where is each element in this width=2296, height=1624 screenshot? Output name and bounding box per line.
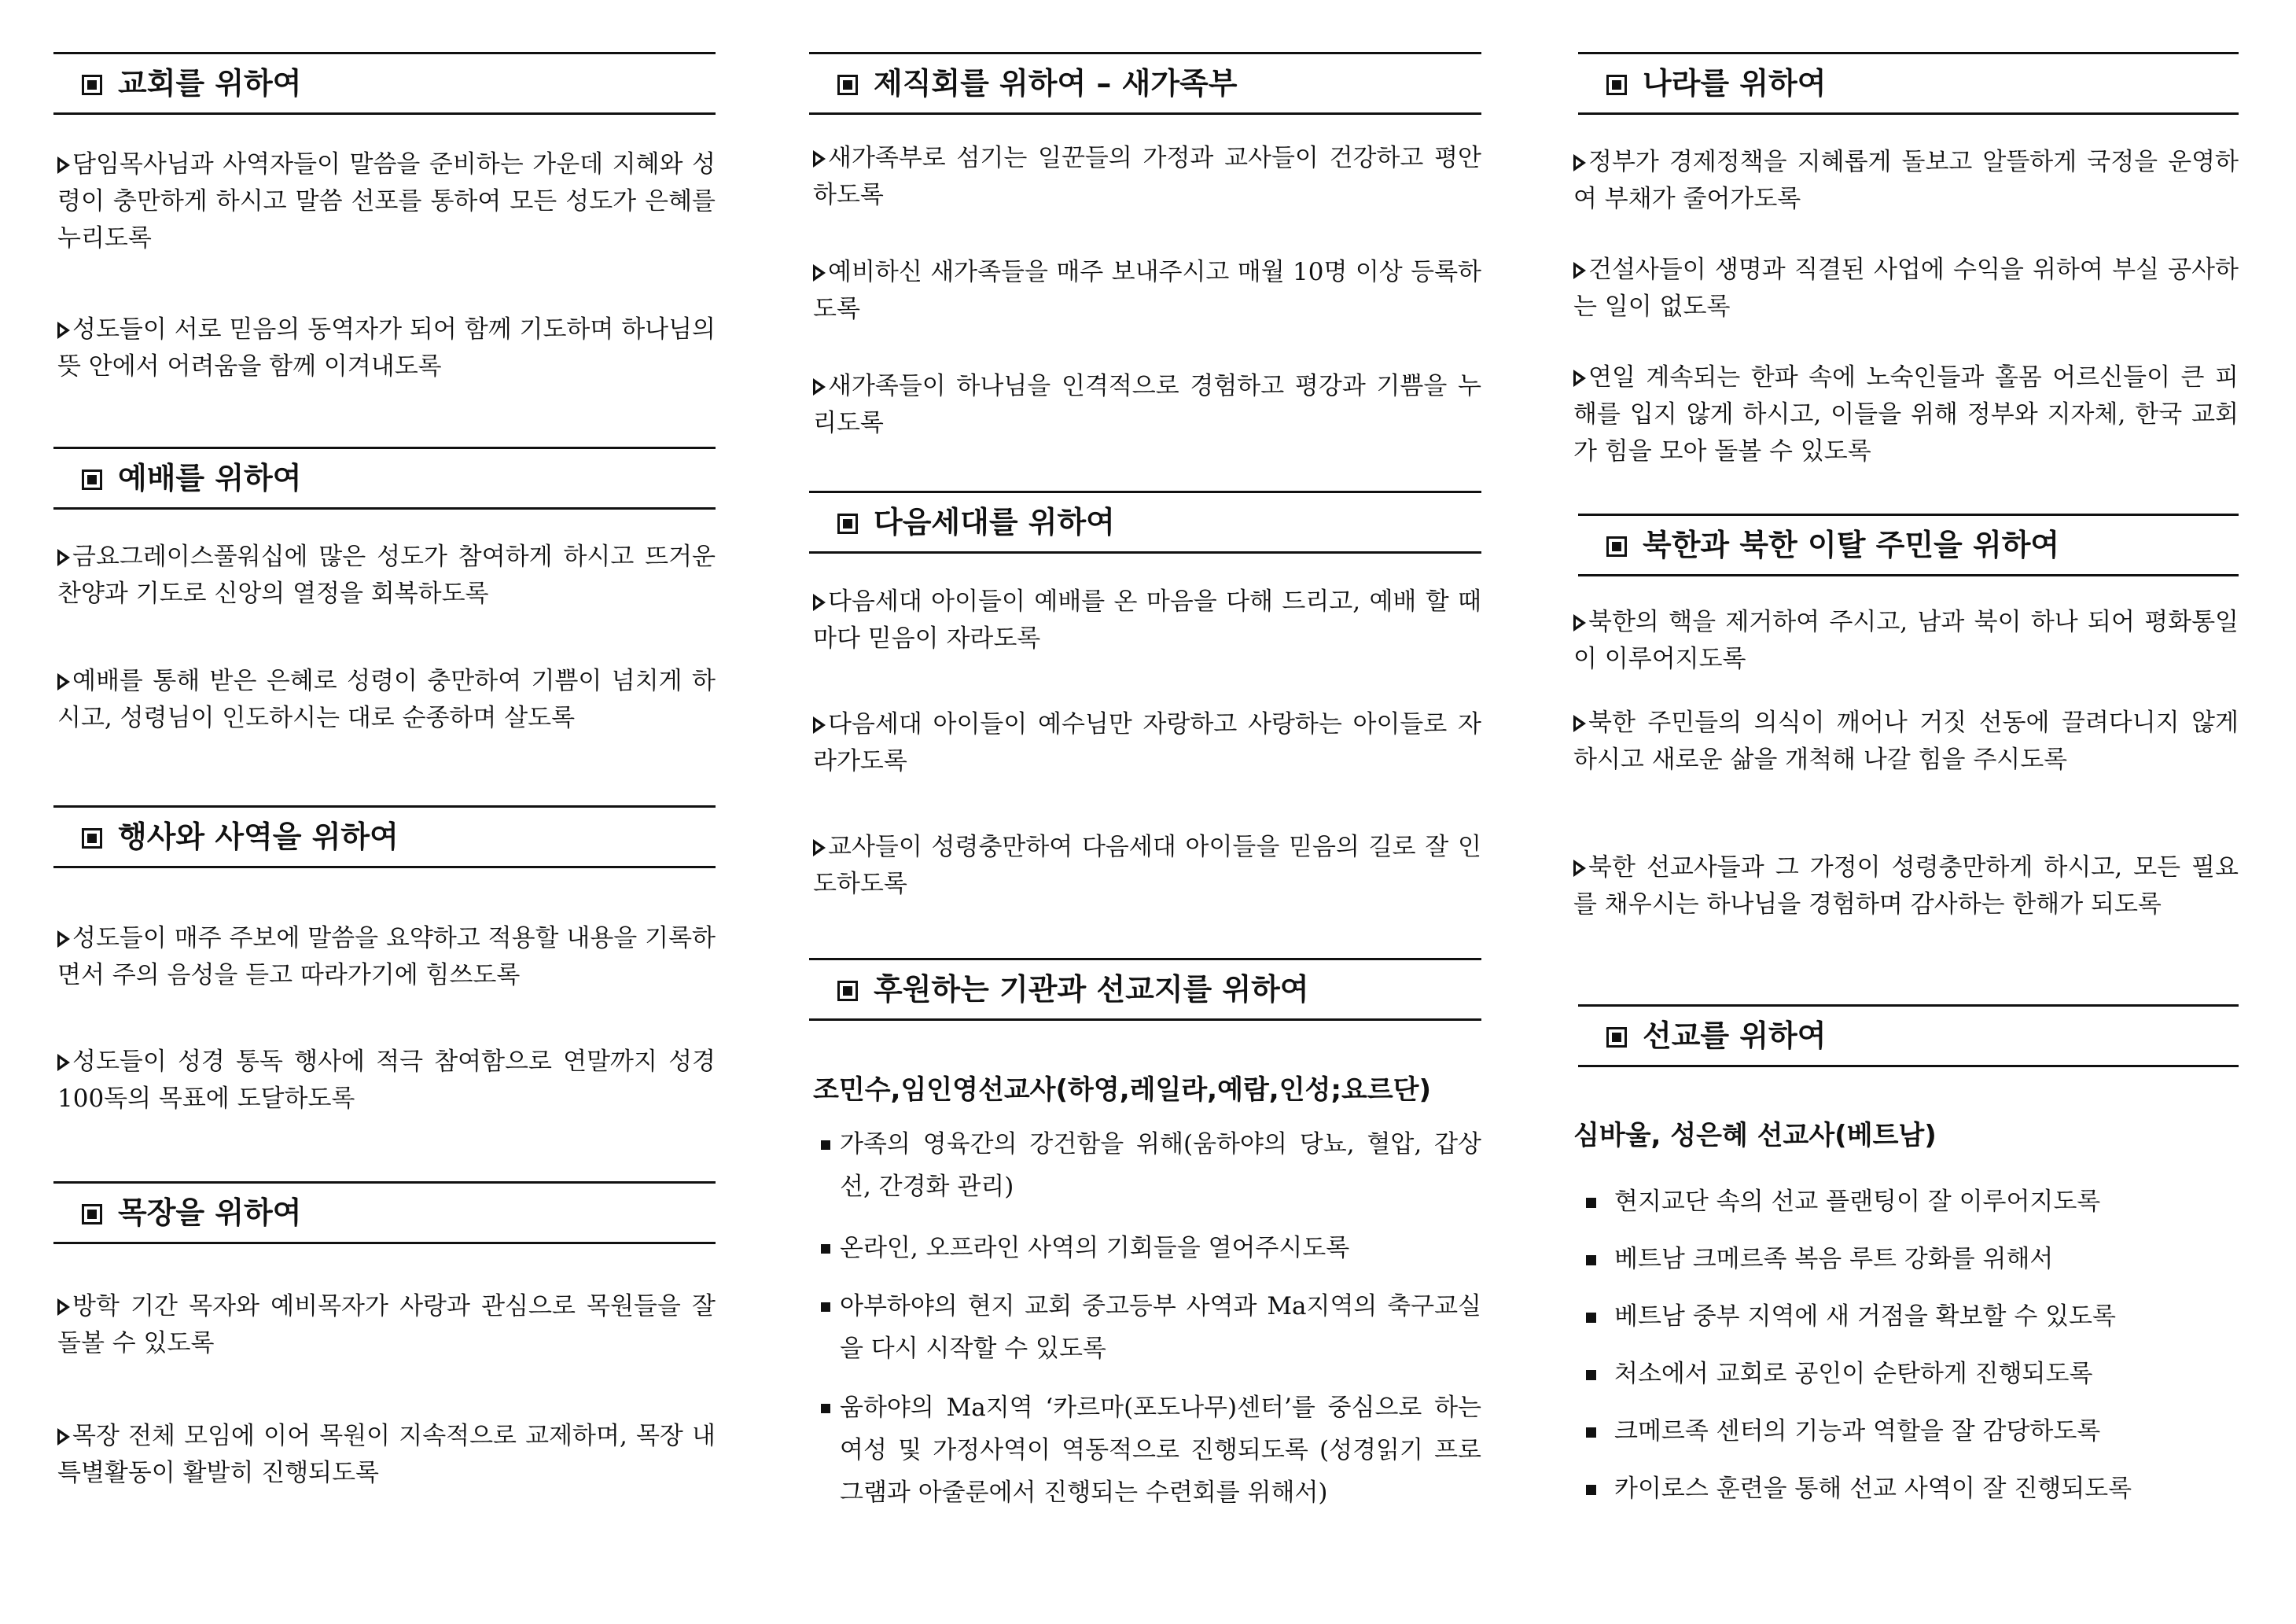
square-bullet-icon bbox=[821, 1302, 830, 1312]
square-bullet-icon bbox=[821, 1244, 830, 1254]
mission-item: 베트남 중부 지역에 새 거점을 확보할 수 있도록 bbox=[1573, 1298, 2239, 1335]
triangle-bullet-icon bbox=[813, 839, 826, 856]
right-column bbox=[1569, 0, 2239, 1624]
boxed-square-icon bbox=[82, 1204, 102, 1224]
boxed-square-icon bbox=[82, 75, 102, 95]
section-title: 북한과 북한 이탈 주민을 위하여 bbox=[1643, 528, 2060, 562]
prayer-item: 금요그레이스풀워십에 많은 성도가 참여하게 하시고 뜨거운 찬양과 기도로 신앙의 열정을 회복하도록 bbox=[57, 543, 716, 608]
section-header-worship bbox=[53, 447, 716, 510]
section-title: 선교를 위하여 bbox=[1643, 1018, 1827, 1053]
triangle-bullet-icon bbox=[1573, 370, 1586, 387]
section-header-next-generation bbox=[809, 491, 1481, 554]
boxed-square-icon bbox=[837, 75, 858, 95]
section-title: 다음세대를 위하여 bbox=[874, 505, 1115, 539]
section-title: 나라를 위하여 bbox=[1643, 66, 1827, 101]
triangle-bullet-icon bbox=[57, 549, 70, 566]
prayer-item: 북한 선교사들과 그 가정이 성령충만하게 하시고, 모든 필요를 채우시는 하나님을 경험하며 감사하는 한해가 되도록 bbox=[1573, 853, 2239, 919]
mission-item: 현지교단 속의 선교 플랜팅이 잘 이루어지도록 bbox=[1573, 1184, 2239, 1220]
prayer-item: 새가족들이 하나님을 인격적으로 경험하고 평강과 기쁨을 누리도록 bbox=[813, 372, 1481, 437]
left-column bbox=[53, 0, 716, 1624]
prayer-item: 성도들이 서로 믿음의 동역자가 되어 함께 기도하며 하나님의 뜻 안에서 어려움을 함께 이겨내도록 bbox=[57, 315, 716, 381]
square-bullet-icon bbox=[1586, 1370, 1596, 1380]
triangle-bullet-icon bbox=[813, 594, 826, 611]
triangle-bullet-icon bbox=[57, 930, 70, 948]
square-bullet-icon bbox=[821, 1140, 830, 1150]
prayer-item: 정부가 경제정책을 지혜롭게 돌보고 알뜰하게 국정을 운영하여 부채가 줄어가도록 bbox=[1573, 148, 2239, 213]
triangle-bullet-icon bbox=[57, 322, 70, 339]
square-bullet-icon bbox=[1586, 1427, 1596, 1438]
triangle-bullet-icon bbox=[1573, 614, 1586, 632]
section-header-deacons-newcomers bbox=[809, 52, 1481, 115]
section-header-nation bbox=[1578, 52, 2239, 115]
mission-item: 크메르족 센터의 기능과 역할을 잘 감당하도록 bbox=[1573, 1413, 2239, 1449]
boxed-square-icon bbox=[837, 981, 858, 1001]
triangle-bullet-icon bbox=[813, 716, 826, 734]
prayer-item: 성도들이 매주 주보에 말씀을 요약하고 적용할 내용을 기록하면서 주의 음성을 듣고 따라가기에 힘쓰도록 bbox=[57, 924, 716, 989]
prayer-item: 다음세대 아이들이 예배를 온 마음을 다해 드리고, 예배 할 때마다 믿음이 자라도록 bbox=[813, 587, 1481, 653]
prayer-item: 교사들이 성령충만하여 다음세대 아이들을 믿음의 길로 잘 인도하도록 bbox=[813, 833, 1481, 898]
mission-item: 카이로스 훈련을 통해 선교 사역이 잘 진행되도록 bbox=[1573, 1471, 2239, 1507]
prayer-item: 연일 계속되는 한파 속에 노숙인들과 홀몸 어르신들이 큰 피해를 입지 않게 하시고, 이들을 위해 정부와 지자체, 한국 교회가 힘을 모아 돌볼 수 있도록 bbox=[1573, 363, 2239, 466]
mission-item: 아부하야의 현지 교회 중고등부 사역과 Ma지역의 축구교실을 다시 시작할 수 있도록 bbox=[813, 1285, 1481, 1370]
square-bullet-icon bbox=[1586, 1198, 1596, 1208]
section-header-supported-missions bbox=[809, 958, 1481, 1021]
middle-column bbox=[809, 0, 1481, 1624]
prayer-item: 건설사들이 생명과 직결된 사업에 수익을 위하여 부실 공사하는 일이 없도록 bbox=[1573, 256, 2239, 321]
square-bullet-icon bbox=[1586, 1485, 1596, 1495]
triangle-bullet-icon bbox=[813, 378, 826, 396]
boxed-square-icon bbox=[1606, 75, 1627, 95]
prayer-item: 담임목사님과 사역자들이 말씀을 준비하는 가운데 지혜와 성령이 충만하게 하시고 말씀 선포를 통하여 모든 성도가 은혜를 누리도록 bbox=[57, 150, 716, 252]
triangle-bullet-icon bbox=[1573, 262, 1586, 279]
square-bullet-icon bbox=[1586, 1313, 1596, 1323]
section-header-events bbox=[53, 805, 716, 868]
triangle-bullet-icon bbox=[57, 673, 70, 690]
section-title: 목장을 위하여 bbox=[118, 1195, 302, 1230]
boxed-square-icon bbox=[837, 514, 858, 534]
triangle-bullet-icon bbox=[57, 1428, 70, 1445]
boxed-square-icon bbox=[82, 828, 102, 849]
square-bullet-icon bbox=[1586, 1255, 1596, 1265]
missionary-subheading: 조민수,임인영선교사(하영,레일라,예람,인성;요르단) bbox=[813, 1074, 1432, 1106]
section-header-cell-group bbox=[53, 1181, 716, 1244]
section-title: 제직회를 위하여 – 새가족부 bbox=[874, 66, 1238, 101]
boxed-square-icon bbox=[1606, 536, 1627, 557]
section-header-missions bbox=[1578, 1004, 2239, 1067]
section-header-church bbox=[53, 52, 716, 115]
boxed-square-icon bbox=[82, 470, 102, 490]
prayer-item: 북한의 핵을 제거하여 주시고, 남과 북이 하나 되어 평화통일이 이루어지도록 bbox=[1573, 608, 2239, 673]
section-header-north-korea bbox=[1578, 514, 2239, 576]
section-title: 예배를 위하여 bbox=[118, 461, 302, 495]
section-title: 교회를 위하여 bbox=[118, 66, 302, 101]
prayer-item: 새가족부로 섬기는 일꾼들의 가정과 교사들이 건강하고 평안하도록 bbox=[813, 144, 1481, 209]
prayer-item: 방학 기간 목자와 예비목자가 사랑과 관심으로 목원들을 잘 돌볼 수 있도록 bbox=[57, 1292, 716, 1357]
prayer-item: 북한 주민들의 의식이 깨어나 거짓 선동에 끌려다니지 않게 하시고 새로운 삶을 개척해 나갈 힘을 주시도록 bbox=[1573, 709, 2239, 774]
prayer-item: 성도들이 성경 통독 행사에 적극 참여함으로 연말까지 성경 100독의 목표에 도달하도록 bbox=[57, 1048, 716, 1113]
missionary-subheading: 심바울, 성은혜 선교사(베트남) bbox=[1573, 1120, 1937, 1151]
mission-item: 처소에서 교회로 공인이 순탄하게 진행되도록 bbox=[1573, 1356, 2239, 1392]
triangle-bullet-icon bbox=[1573, 860, 1586, 877]
triangle-bullet-icon bbox=[57, 157, 70, 174]
section-title: 행사와 사역을 위하여 bbox=[118, 819, 399, 854]
boxed-square-icon bbox=[1606, 1027, 1627, 1048]
mission-item: 베트남 크메르족 복음 루트 강화를 위해서 bbox=[1573, 1241, 2239, 1277]
prayer-item: 예비하신 새가족들을 매주 보내주시고 매월 10명 이상 등록하도록 bbox=[813, 258, 1481, 323]
triangle-bullet-icon bbox=[1573, 154, 1586, 171]
section-title: 후원하는 기관과 선교지를 위하여 bbox=[874, 972, 1309, 1007]
mission-item: 온라인, 오프라인 사역의 기회들을 열어주시도록 bbox=[813, 1227, 1481, 1269]
prayer-item: 예배를 통해 받은 은혜로 성령이 충만하여 기쁨이 넘치게 하시고, 성령님이 인도하시는 대로 순종하며 살도록 bbox=[57, 667, 716, 732]
triangle-bullet-icon bbox=[813, 264, 826, 282]
prayer-item: 목장 전체 모임에 이어 목원이 지속적으로 교제하며, 목장 내 특별활동이 활발히 진행되도록 bbox=[57, 1422, 716, 1487]
triangle-bullet-icon bbox=[1573, 715, 1586, 732]
prayer-item: 다음세대 아이들이 예수님만 자랑하고 사랑하는 아이들로 자라가도록 bbox=[813, 710, 1481, 775]
square-bullet-icon bbox=[821, 1404, 830, 1413]
triangle-bullet-icon bbox=[813, 150, 826, 168]
mission-item: 움하야의 Ma지역 ‘카르마(포도나무)센터’를 중심으로 하는 여성 및 가정사역이 역동적으로 진행되도록 (성경읽기 프로그램과 아줄룬에서 진행되는 수련회를 위해서) bbox=[813, 1386, 1481, 1514]
mission-item: 가족의 영육간의 강건함을 위해(움하야의 당뇨, 혈압, 갑상선, 간경화 관리) bbox=[813, 1123, 1481, 1208]
triangle-bullet-icon bbox=[57, 1298, 70, 1316]
triangle-bullet-icon bbox=[57, 1054, 70, 1071]
